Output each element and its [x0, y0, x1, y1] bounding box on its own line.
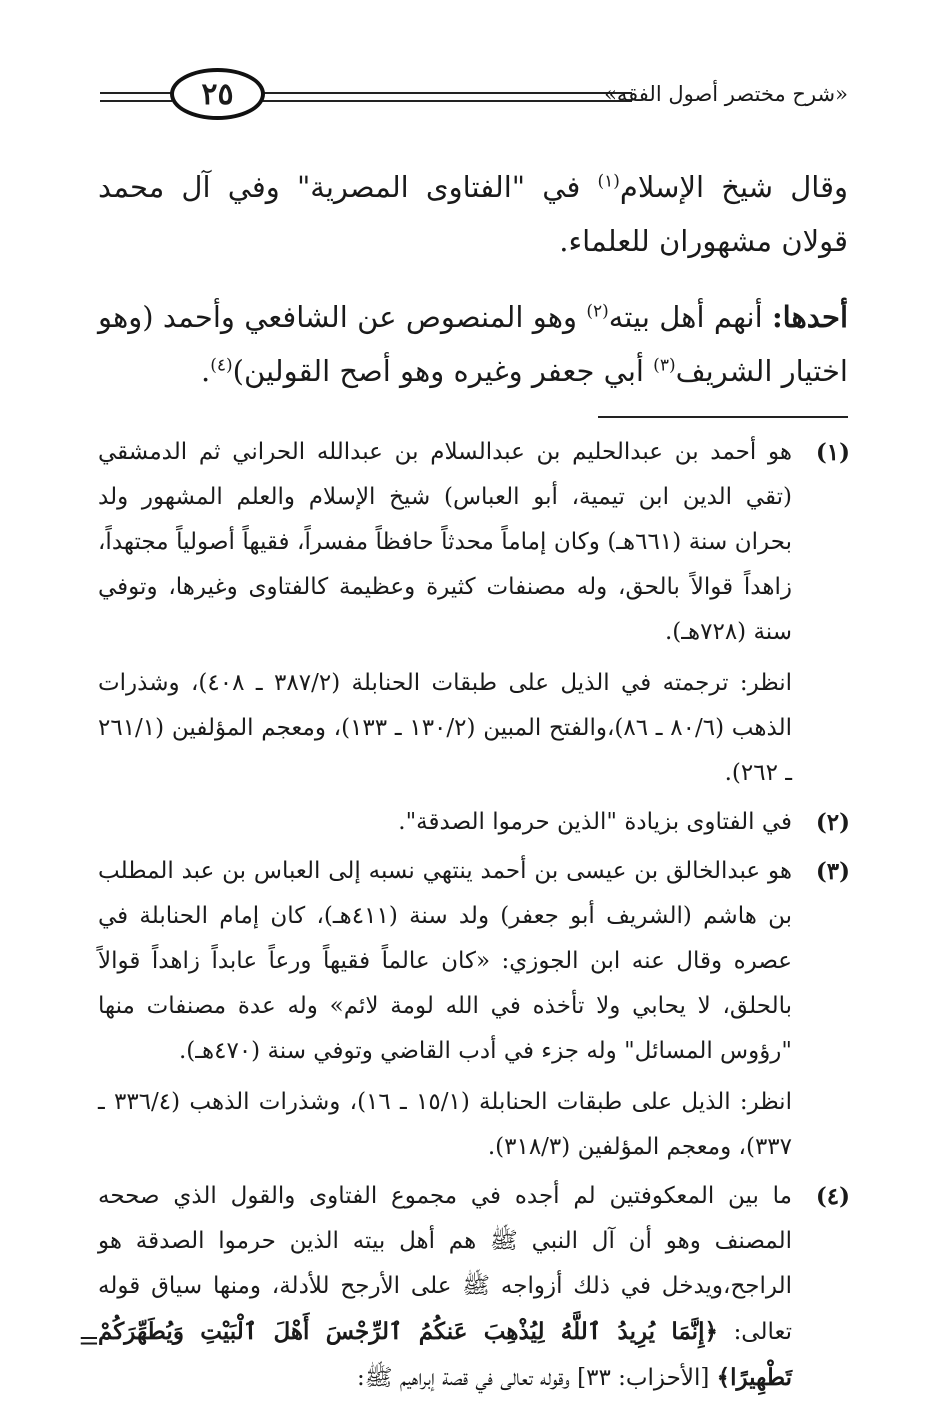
header-rule-left-2 — [100, 100, 172, 102]
footnote-number: (١) — [815, 439, 850, 466]
p2-lead: أحدها: — [771, 300, 849, 334]
footnote-text: هو عبدالخالق بن عيسى بن أحمد ينتهي نسبه إلى العباس بن عبد المطلب بن هاشم (الشريف أبو جعفر) ولد سنة (٤١١هـ)، كان إمام الحنابلة في عصره وقال عنه ابن الجوزي: «كان عالماً فقيهاً ورعاً عابداً زاهداً قوالاً بالحلق، لا يحابي ولا تأخذه في الله لومة لائم» وله عدة مصنفات منها "رؤوس المسائل" وله جزء في أدب القاضي وتوفي سنة (٤٧٠هـ). — [98, 858, 792, 1064]
quran-verse: ﴿إِنَّمَا يُرِيدُ ٱللَّهُ لِيُذْهِبَ عَنكُمُ ٱلرِّجْسَ أَهْلَ ٱلْبَيْتِ وَيُطَهِّرَكُمْ تَطْهِيرًا﴾ — [98, 1318, 792, 1391]
footnote-2 — [98, 800, 850, 845]
body-paragraph-1 — [98, 160, 848, 268]
footnote-text — [98, 1174, 792, 1401]
footnote-text-a: ما بين المعكوفتين لم أجده في مجموع الفتاوى والقول الذي صححه المصنف وهو أن آل النبي ﷺ هم أهل بيته الذين حرموا الصدقة هو الراجح،ويدخل في ذلك أزواجه ﷺ على الأرجح للأدلة، ومنها سياق قوله تعالى: — [98, 1183, 792, 1345]
footnote-reference: انظر: الذيل على طبقات الحنابلة (١٥/١ ـ ١٦)، وشذرات الذهب (٣٣٦/٤ ـ ٣٣٧)، ومعجم المؤلفين (٣١٨/٣). — [98, 1089, 792, 1160]
footnote-number: (٤) — [815, 1183, 850, 1210]
footnote-text: هو أحمد بن عبدالحليم بن عبدالسلام بن عبدالله الحراني ثم الدمشقي (تقي الدين ابن تيمية، أبو العباس) شيخ الإسلام والعلم المشهور ولد بحران سنة (٦٦١هـ) وكان إماماً محدثاً حافظاً مفسراً، فقيهاً أصولياً مجتهداً، زاهداً قوالاً بالحق، وله مصنفات كثيرة وعظيمة كالفتاوى وغيرها، وتوفي سنة (٧٢٨هـ). — [98, 439, 792, 645]
p2-text-3: أبي جعفر وغيره وهو أصح القولين) — [232, 354, 654, 388]
footnote-1 — [98, 430, 850, 796]
footnote-3 — [98, 849, 850, 1170]
continuation-mark: = — [78, 1326, 100, 1356]
page-header — [0, 62, 940, 132]
footnote-text: في الفتاوى بزيادة "الذين حرموا الصدقة". — [398, 809, 792, 835]
footnote-reference: انظر: ترجمته في الذيل على طبقات الحنابلة (٣٨٧/٢ ـ ٤٠٨)، وشذرات الذهب (٨٠/٦ ـ ٨٦)،والفتح المبين (١٣٠/٢ ـ ١٣٣)، ومعجم المؤلفين (٢٦١/١ ـ ٢٦٢). — [98, 670, 792, 786]
p2-text-2: وهو المنصوص عن الشافعي وأحمد (وهو اختيار الشريف — [98, 300, 848, 388]
footnote-text-b: [الأحزاب: ٣٣] وقوله تعالى في قصة إبراهيم ﷺ: — [357, 1365, 717, 1391]
footnote-ref-4: (٤) — [210, 355, 233, 376]
footnote-number: (٢) — [815, 809, 850, 836]
body-paragraph-2 — [98, 290, 848, 398]
footnote-ref-3: (٣) — [653, 355, 676, 376]
p1-text: وقال شيخ الإسلام — [619, 170, 848, 204]
header-rule-left — [100, 92, 172, 94]
header-rule-middle-2 — [262, 100, 632, 102]
footnotes — [98, 430, 850, 1405]
footnote-separator — [598, 416, 848, 418]
p2-end: . — [201, 354, 211, 388]
p1-text-2: في "الفتاوى المصرية" وفي آل محمد قولان مشهوران للعلماء. — [98, 170, 848, 258]
footnote-4 — [98, 1174, 850, 1401]
header-rule-middle — [262, 92, 632, 94]
page-number: ٢٥ — [170, 68, 265, 120]
footnote-ref-2: (٢) — [586, 301, 609, 322]
footnote-number: (٣) — [815, 858, 850, 885]
p2-text: أنهم أهل بيته — [608, 300, 772, 334]
running-title: «شرح مختصر أصول الفقه» — [604, 82, 848, 106]
footnote-ref-1: (١) — [597, 171, 620, 192]
